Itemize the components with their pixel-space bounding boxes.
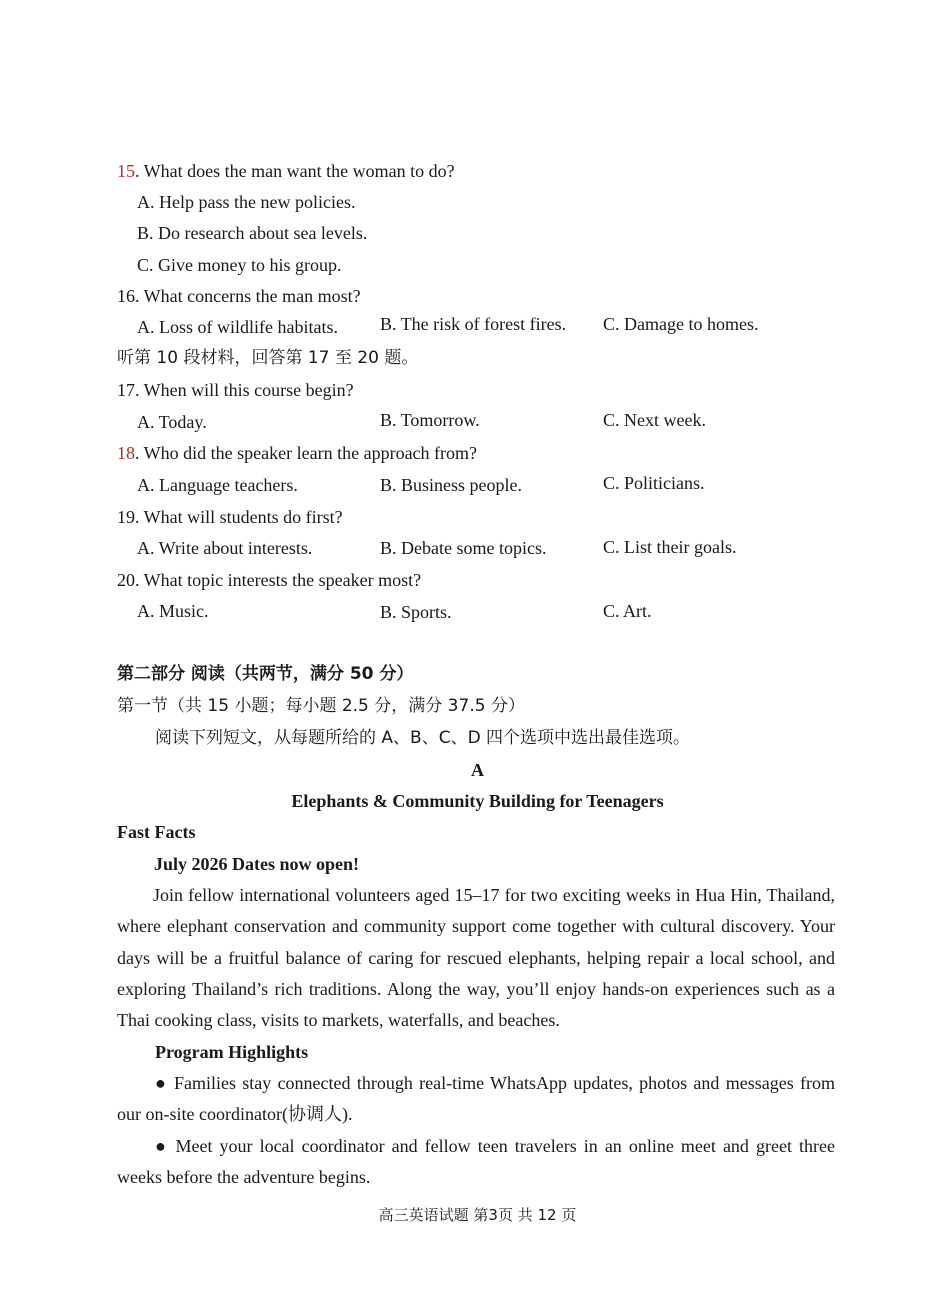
- question-19: [117, 506, 343, 528]
- reading-section-title: 第一节（共 15 小题；每小题 2.5 分，满分 37.5 分）: [117, 696, 525, 716]
- intro-paragraph: Join fellow international volunteers aged 15–17 for two exciting weeks in Hua Hin, Thailand, where elephant conservation and community support come together with cultural discovery. Your days will be a fruitful balance of caring for rescued elephants, helping repair a local school, and exploring Thailand’s rich traditions. Along the way, you’ll enjoy hands-on experiences such as a Thai cooking class, visits to markets, waterfalls, and beaches.: [117, 885, 835, 1031]
- option-19-a: A. Write about interests.: [137, 538, 313, 558]
- question-text: . What will students do first?: [135, 507, 343, 527]
- question-number: 19: [117, 507, 135, 527]
- question-number: 16: [117, 286, 135, 306]
- question-number: 18: [117, 443, 135, 463]
- question-16: [117, 285, 361, 307]
- question-text: . What concerns the man most?: [135, 286, 361, 306]
- passage-title: Elephants & Community Building for Teenagers: [291, 791, 664, 811]
- question-text: . What topic interests the speaker most?: [135, 570, 422, 590]
- option-17-a: A. Today.: [137, 412, 207, 432]
- option-20-b: B. Sports.: [380, 602, 452, 622]
- question-number: 17: [117, 380, 135, 400]
- question-text: . Who did the speaker learn the approach from?: [135, 443, 478, 463]
- option-16-a: A. Loss of wildlife habitats.: [137, 317, 338, 337]
- reading-part-title: 第二部分 阅读（共两节，满分 50 分）: [117, 664, 414, 684]
- highlights-heading: Program Highlights: [155, 1042, 309, 1062]
- option-16-c: C. Damage to homes.: [603, 314, 759, 334]
- question-15: [117, 160, 455, 182]
- question-number: 20: [117, 570, 135, 590]
- option-15-c: C. Give money to his group.: [137, 255, 342, 275]
- question-17: [117, 379, 354, 401]
- highlight-item: ● Families stay connected through real-time WhatsApp updates, photos and messages from our on-site coordinator(协调人).: [117, 1073, 835, 1124]
- option-19-b: B. Debate some topics.: [380, 538, 547, 558]
- option-17-b: B. Tomorrow.: [380, 410, 480, 430]
- highlight-item: ● Meet your local coordinator and fellow teen travelers in an online meet and greet three weeks before the adventure begins.: [117, 1136, 835, 1187]
- fast-facts-heading: Fast Facts: [117, 822, 196, 842]
- question-20: [117, 569, 421, 591]
- question-text: . When will this course begin?: [135, 380, 354, 400]
- option-16-b: B. The risk of forest fires.: [380, 314, 567, 334]
- page-footer: 高三英语试题 第3页 共 12 页: [378, 1206, 577, 1224]
- option-18-b: B. Business people.: [380, 475, 522, 495]
- question-text: . What does the man want the woman to do?: [135, 161, 455, 181]
- listening-section-instruction: 听第 10 段材料，回答第 17 至 20 题。: [117, 348, 419, 368]
- option-15-b: B. Do research about sea levels.: [137, 223, 368, 243]
- reading-instruction: 阅读下列短文，从每题所给的 A、B、C、D 四个选项中选出最佳选项。: [155, 728, 691, 748]
- option-19-c: C. List their goals.: [603, 537, 737, 557]
- option-18-c: C. Politicians.: [603, 473, 705, 493]
- option-20-c: C. Art.: [603, 601, 652, 621]
- dates-heading: July 2026 Dates now open!: [154, 854, 360, 874]
- option-15-a: A. Help pass the new policies.: [137, 192, 356, 212]
- passage-label: A: [471, 760, 484, 780]
- option-18-a: A. Language teachers.: [137, 475, 298, 495]
- question-number: 15: [117, 161, 135, 181]
- option-17-c: C. Next week.: [603, 410, 706, 430]
- option-20-a: A. Music.: [137, 601, 209, 621]
- question-18: [117, 442, 477, 464]
